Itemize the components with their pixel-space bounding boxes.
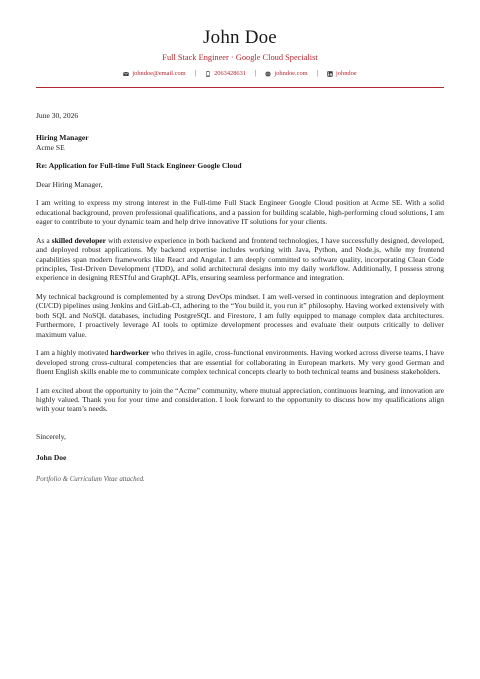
header-divider xyxy=(36,87,444,88)
recipient-company: Acme SE xyxy=(36,142,65,152)
contact-linkedin[interactable] xyxy=(327,69,357,78)
contact-separator: | xyxy=(194,69,197,77)
letter-closing: Sincerely, xyxy=(36,431,66,441)
paragraph-text: who thrives in agile, cross-functional environments. Having worked across diverse teams, I have developed strong cross-cultural competencies that are essential for collaborating in European markets. My very good German and fluent English skills enable me to communicate complex technical concepts clearly to both technical teams and business stakeholders. xyxy=(36,348,445,377)
letter-body xyxy=(36,111,444,484)
applicant-name: John Doe xyxy=(203,27,277,48)
phone-icon xyxy=(205,71,211,77)
paragraph-closing: I am excited about the opportunity to join the “Acme” community, where mutual appreciation, continuous learning, and innovation are highly valued. Thank you for your time and consideration. I look forward to the opportunity to discuss how my qualifications align with your team’s needs. xyxy=(36,385,444,414)
recipient-block xyxy=(36,133,444,152)
paragraph-text: As a xyxy=(36,235,52,245)
paragraph-skills xyxy=(36,236,444,283)
highlight-skilled-developer: skilled developer xyxy=(51,235,106,245)
letter-signature: John Doe xyxy=(36,453,67,463)
letter-greeting: Dear Hiring Manager, xyxy=(36,179,103,189)
email-link[interactable]: johndoe@email.com xyxy=(132,70,186,77)
contact-separator: | xyxy=(255,69,257,77)
globe-icon xyxy=(265,71,271,77)
paragraph-text: I am a highly motivated xyxy=(36,348,111,358)
contact-separator: | xyxy=(316,69,319,77)
linkedin-link[interactable]: johndoe xyxy=(336,70,357,77)
envelope-icon xyxy=(123,71,129,77)
paragraph-motivation xyxy=(36,348,444,376)
letter-subject: Re: Application for Full-time Full Stack Engineer Google Cloud xyxy=(36,161,242,171)
letter-enclosure: Portfolio & Curriculum Vitae attached. xyxy=(36,475,145,483)
contact-phone[interactable] xyxy=(205,69,246,78)
phone-link[interactable]: 2063428631 xyxy=(214,70,247,77)
contact-bar xyxy=(36,69,444,78)
website-link[interactable]: johndoe.com xyxy=(274,70,308,77)
linkedin-icon xyxy=(327,71,333,77)
paragraph-text: with extensive experience in both backend and frontend technologies, I have successfully designed, developed, and deployed robust applications. My backend expertise includes working with Java, Python, and Node.js, while my frontend capabilities span modern frameworks like React and Angular. I am deeply committed to software quality, incorporating Clean Code principles, Test-Driven Development (TDD), and solid architectural designs into my daily workflow. Additionally, I possess strong experience in designing RESTful and GraphQL APIs, ensuring seamless performance and integration. xyxy=(36,235,445,283)
contact-website[interactable] xyxy=(265,69,307,78)
letter-date: June 30, 2026 xyxy=(36,111,79,120)
paragraph-intro: I am writing to express my strong interest in the Full-time Full Stack Engineer Google Cloud position at Acme SE. With a solid educational background, proven professional qualifications, and a passion for building scalable, high-performing cloud solutions, I am eager to contribute to your dynamic team and help drive innovative IT solutions for your clients. xyxy=(36,198,444,227)
recipient-name: Hiring Manager xyxy=(36,133,89,143)
highlight-hardworker: hardworker xyxy=(110,348,150,358)
letter-header xyxy=(36,0,444,88)
paragraph-devops: My technical background is complemented by a strong DevOps mindset. I am well-versed in continuous integration and deployment (CI/CD) pipelines using Jenkins and GitLab-CI, adhering to the “You build it, you run it” philosophy. Having worked extensively with both SQL and NoSQL databases, including PostgreSQL and Firestore, I am fully equipped to manage complex data architectures. Furthermore, I proactively leverage AI tools to optimize development processes and evaluate their outputs critically to deliver maximum value. xyxy=(36,291,444,339)
applicant-title: Full Stack Engineer · Google Cloud Specialist xyxy=(162,53,318,62)
contact-email[interactable] xyxy=(123,69,185,78)
